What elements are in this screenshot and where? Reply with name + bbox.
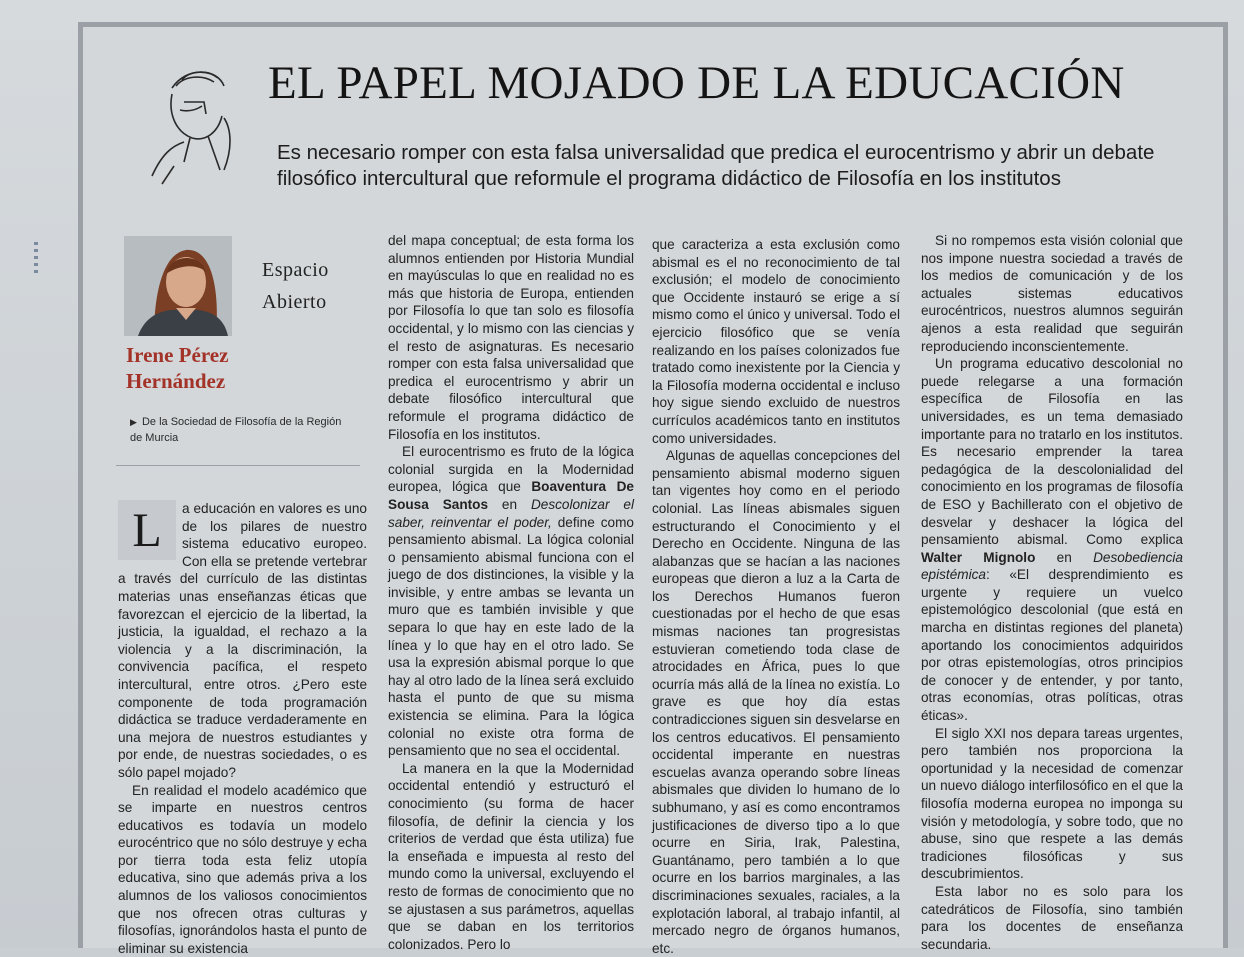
triangle-bullet-icon: ▶	[130, 417, 137, 427]
author-photo	[124, 236, 232, 336]
column-4-paragraph-2-text-b: en	[1035, 550, 1093, 565]
article-subtitle: Es necesario romper con esta falsa universalidad que predica el eurocentrismo y abrir un debate filosófico intercultural que reformule el programa didáctico de Filosofía en los institutos	[277, 140, 1177, 192]
column-2-paragraph-2-text-a: El eurocentrismo es fruto de la lógica colonial surgida en la Modernidad europea, lógica que	[388, 444, 634, 494]
author-name	[126, 342, 356, 394]
section-label-line2: Abierto	[262, 286, 362, 318]
author-box	[112, 230, 364, 466]
article-column-1	[118, 500, 367, 957]
drop-cap: L	[118, 500, 176, 560]
section-label-line1: Espacio	[262, 254, 362, 286]
column-4-paragraph-1: Si no rompemos esta visión colonial que nos impone nuestra sociedad a través de los medios de comunicación y de los actuales sistemas educativos eurocéntricos, nuestros alumnos seguirán ajenos a esta realidad que seguirán reproduciendo inconscientemente.	[921, 232, 1183, 355]
cited-author-name: Boaventura De Sousa Santos	[388, 479, 634, 512]
column-2-paragraph-2	[388, 443, 634, 760]
column-4-paragraph-2	[921, 355, 1183, 724]
column-3-paragraph-1: que caracteriza a esta exclusión como abismal es el no reconocimiento de tal exclusión; el modelo de conocimiento que Occidente instauró se erige a sí mismo como el único y universal. Todo el ejercicio filosófico que se venía realizando en los países colonizados fue tratado como inexistente por la Ciencia y la Filosofía moderna occidental e incluso hoy sigue siendo excluido de nuestros currículos académicos tanto en institutos como universidades.	[652, 236, 900, 447]
divider	[116, 465, 360, 466]
column-2-paragraph-3: La manera en la que la Modernidad occidental entendió y estructuró el conocimiento (su forma de hacer filosofía, de definir la ciencia y los criterios de verdad que ésta utiliza) fue la enseñada e impuesta al resto del mundo como la universal, excluyendo el resto de formas de conocimiento que no se ajustasen a sus parámetros, aquellas que se daban en los territorios colonizados. Pero lo	[388, 760, 634, 954]
column-1-paragraph-2: En realidad el modelo académico que se imparte en nuestros centros educativos es todavía un modelo eurocéntrico que no sólo destruye y echa por tierra toda esta feliz utopía educativa, sino que además priva a los alumnos de los valiosos conocimientos que nos ofrecen otras culturas y filosofías, ignorándolos hasta el punto de eliminar su existencia	[118, 782, 367, 957]
column-4-paragraph-4: Esta labor no es solo para los catedráticos de Filosofía, sino también para los docentes de enseñanza secundaria.	[921, 883, 1183, 953]
column-4-paragraph-3: El siglo XXI nos depara tareas urgentes, pero también nos proporciona la oportunidad y la necesidad de comenzar un nuevo diálogo interfilosófico en el que la filosofía moderna europea no imponga su visión y metodología, y sobre todo, que no abuse, sino que respete a las demás tradiciones filosóficas y sus descubrimientos.	[921, 725, 1183, 883]
cited-book-title: Descolonizar el saber, reinventar el poder,	[388, 497, 634, 530]
article-column-3	[652, 236, 900, 957]
author-affiliation-text: De la Sociedad de Filosofía de la Región de Murcia	[130, 416, 341, 444]
article-column-2	[388, 232, 634, 953]
column-1-paragraph-1	[118, 500, 367, 782]
article-headline: EL PAPEL MOJADO DE LA EDUCACIÓN	[268, 55, 1188, 111]
column-2-paragraph-2-text-b: en	[488, 497, 531, 512]
author-name-line2: Hernández	[126, 368, 356, 394]
cited-author-name: Walter Mignolo	[921, 550, 1035, 565]
spartan-helmet-icon	[132, 58, 242, 188]
cited-book-title: Desobediencia epistémica	[921, 550, 1183, 583]
margin-marks	[30, 238, 44, 277]
column-1-paragraph-1-text: a educación en valores es uno de los pilares de nuestro sistema educativo europeo. Con ella se pretende vertebrar a través del currículo de las distintas materias unas enseñanzas éticas que favorezcan el ejercicio de la libertad, la justicia, la igualdad, el rechazo a la violencia y a la discriminación, la convivencia pacífica, el respeto intercultural, entre otros. ¿Pero este componente de toda programación didáctica se traduce verdaderamente en una mejora de nuestros estudiantes y por ende, de nuestras sociedades, o es sólo papel mojado?	[118, 501, 367, 780]
column-4-paragraph-2-text-c: : «El desprendimiento es urgente y requiere un vuelco epistemológico descolonial (que está en marcha en distintas regiones del planeta) aportando los conocimientos adquiridos por otras epistemologías, otros principios de conocer y de entender, y por tanto, otras economías, otras políticas, otras éticas».	[921, 567, 1183, 723]
column-3-paragraph-2: Algunas de aquellas concepciones del pensamiento abismal moderno siguen tan vigentes hoy como en el periodo colonial. Las líneas abismales siguen estructurando el Conocimiento y el Derecho en Occidente. Ninguna de las alabanzas que se hacían a las naciones europeas que dieron a luz a la Carta de los Derechos Humanos fueron cuestionadas por el hecho de que esas mismas naciones tan progresistas estuvieran cometiendo toda clase de atrocidades en África, pues lo que ocurría más allá de la línea no existía. Lo grave es que hoy día estas contradicciones siguen sin desvelarse en los centros educativos. El pensamiento occidental imperante en nuestras escuelas avanza operando sobre líneas abismales que dividen lo humano de lo subhumano, y así es como encontramos justificaciones de diverso tipo a lo que ocurre en Siria, Irak, Palestina, Guantánamo, pero también a lo que ocurre en los barrios marginales, a las discriminaciones sexuales, raciales, a la explotación laboral, al trabajo infantil, al mercado negro de órganos humanos, etc.	[652, 447, 900, 957]
article-column-4	[921, 232, 1183, 953]
author-name-line1: Irene Pérez	[126, 342, 356, 368]
column-2-paragraph-1: del mapa conceptual; de esta forma los alumnos entienden por Historia Mundial en mayúsculas lo que en realidad no es más que historia de Europa, entienden por Filosofía lo que tan solo es filosofía occidental, y lo mismo con las ciencias y el resto de asignaturas. Es necesario romper con esta falsa universalidad que predica el eurocentrismo y abrir un debate filosófico intercultural que reformule el programa didáctico de Filosofía en los institutos.	[388, 232, 634, 443]
author-affiliation	[130, 414, 354, 446]
column-4-paragraph-2-text-a: Un programa educativo descolonial no puede relegarse a una formación específica de Filosofía en las universidades, es un tema demasiado importante para no tratarlo en los institutos. Es necesario emprender la tarea pedagógica de la descolonialidad del conocimiento en los programas de filosofía de ESO y Bachillerato con el objetivo de desvelar y deshacer la lógica del pensamiento abismal. Como explica	[921, 356, 1183, 547]
column-2-paragraph-2-text-c: define como pensamiento abismal. La lógica colonial o pensamiento abismal funciona con el juego de dos distinciones, la visible y la invisible, y entre ambas se levanta un muro que es también invisible y que separa lo que hay en este lado de la línea y lo que hay en el otro lado. Se usa la expresión abismal porque lo que hay al otro lado de la línea será excluido hasta el punto de que su misma existencia se elimina. Para la lógica colonial no existe otra forma de pensamiento que no sea el occidental.	[388, 515, 634, 759]
section-label	[262, 254, 362, 318]
